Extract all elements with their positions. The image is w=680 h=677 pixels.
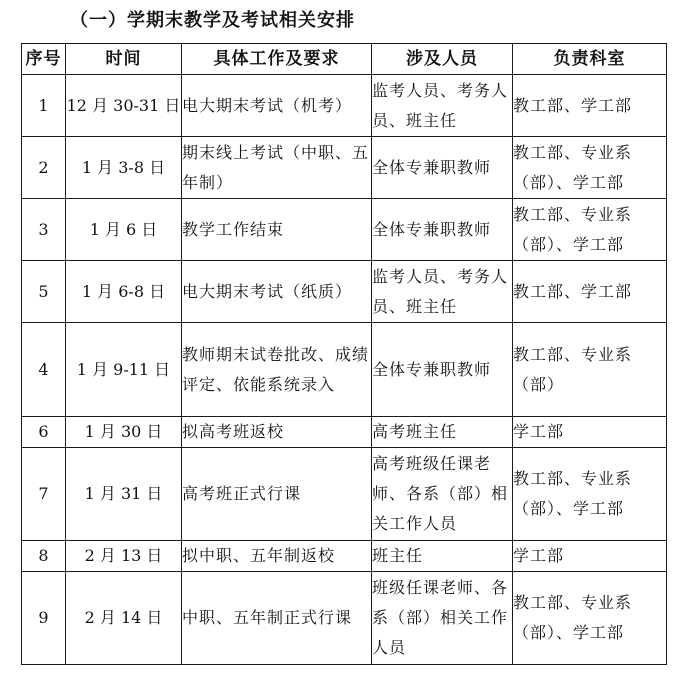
- cell-people: 全体专兼职教师: [372, 323, 513, 417]
- cell-time: 1 月 30 日: [66, 417, 182, 448]
- cell-no: 9: [22, 572, 66, 665]
- cell-time: 1 月 3-8 日: [66, 137, 182, 199]
- cell-dept: 教工部、专业系（部）: [513, 323, 667, 417]
- section-heading: （一）学期末教学及考试相关安排: [70, 10, 355, 31]
- cell-no: 2: [22, 137, 66, 199]
- table-row: [22, 137, 667, 199]
- table-header: [22, 44, 667, 75]
- table-row: [22, 541, 667, 572]
- table-body: [22, 75, 667, 665]
- cell-no: 3: [22, 199, 66, 261]
- cell-no: 5: [22, 261, 66, 323]
- cell-time: 12 月 30-31 日: [66, 75, 182, 137]
- cell-task: 期末线上考试（中职、五年制）: [182, 137, 372, 199]
- cell-no: 4: [22, 323, 66, 417]
- table-row: [22, 323, 667, 417]
- cell-dept: 教工部、专业系（部）、学工部: [513, 572, 667, 665]
- cell-no: 7: [22, 448, 66, 541]
- cell-no: 1: [22, 75, 66, 137]
- cell-task: 电大期末考试（机考）: [182, 75, 372, 137]
- table-row: [22, 261, 667, 323]
- cell-people: 班主任: [372, 541, 513, 572]
- cell-task: 拟中职、五年制返校: [182, 541, 372, 572]
- header-people: 涉及人员: [372, 44, 513, 75]
- cell-no: 6: [22, 417, 66, 448]
- table-row: [22, 572, 667, 665]
- header-dept: 负责科室: [513, 44, 667, 75]
- table-header-row: [22, 44, 667, 75]
- cell-people: 高考班级任课老师、各系（部）相关工作人员: [372, 448, 513, 541]
- cell-dept: 教工部、学工部: [513, 261, 667, 323]
- cell-dept: 教工部、专业系（部）、学工部: [513, 448, 667, 541]
- cell-time: 1 月 9-11 日: [66, 323, 182, 417]
- cell-people: 高考班主任: [372, 417, 513, 448]
- cell-no: 8: [22, 541, 66, 572]
- table-row: [22, 417, 667, 448]
- cell-time: 1 月 6-8 日: [66, 261, 182, 323]
- cell-task: 高考班正式行课: [182, 448, 372, 541]
- table-row: [22, 448, 667, 541]
- cell-task: 教师期末试卷批改、成绩评定、依能系统录入: [182, 323, 372, 417]
- cell-time: 1 月 6 日: [66, 199, 182, 261]
- cell-dept: 学工部: [513, 541, 667, 572]
- cell-people: 监考人员、考务人员、班主任: [372, 75, 513, 137]
- cell-time: 1 月 31 日: [66, 448, 182, 541]
- cell-dept: 教工部、专业系（部）、学工部: [513, 199, 667, 261]
- cell-task: 电大期末考试（纸质）: [182, 261, 372, 323]
- header-time: 时间: [66, 44, 182, 75]
- cell-time: 2 月 14 日: [66, 572, 182, 665]
- cell-people: 监考人员、考务人员、班主任: [372, 261, 513, 323]
- cell-people: 班级任课老师、各系（部）相关工作人员: [372, 572, 513, 665]
- header-task: 具体工作及要求: [182, 44, 372, 75]
- schedule-table: [21, 43, 667, 665]
- cell-task: 拟高考班返校: [182, 417, 372, 448]
- cell-people: 全体专兼职教师: [372, 199, 513, 261]
- cell-task: 教学工作结束: [182, 199, 372, 261]
- cell-time: 2 月 13 日: [66, 541, 182, 572]
- header-no: 序号: [22, 44, 66, 75]
- table-row: [22, 199, 667, 261]
- cell-dept: 学工部: [513, 417, 667, 448]
- cell-people: 全体专兼职教师: [372, 137, 513, 199]
- table-row: [22, 75, 667, 137]
- cell-dept: 教工部、学工部: [513, 75, 667, 137]
- cell-dept: 教工部、专业系（部）、学工部: [513, 137, 667, 199]
- cell-task: 中职、五年制正式行课: [182, 572, 372, 665]
